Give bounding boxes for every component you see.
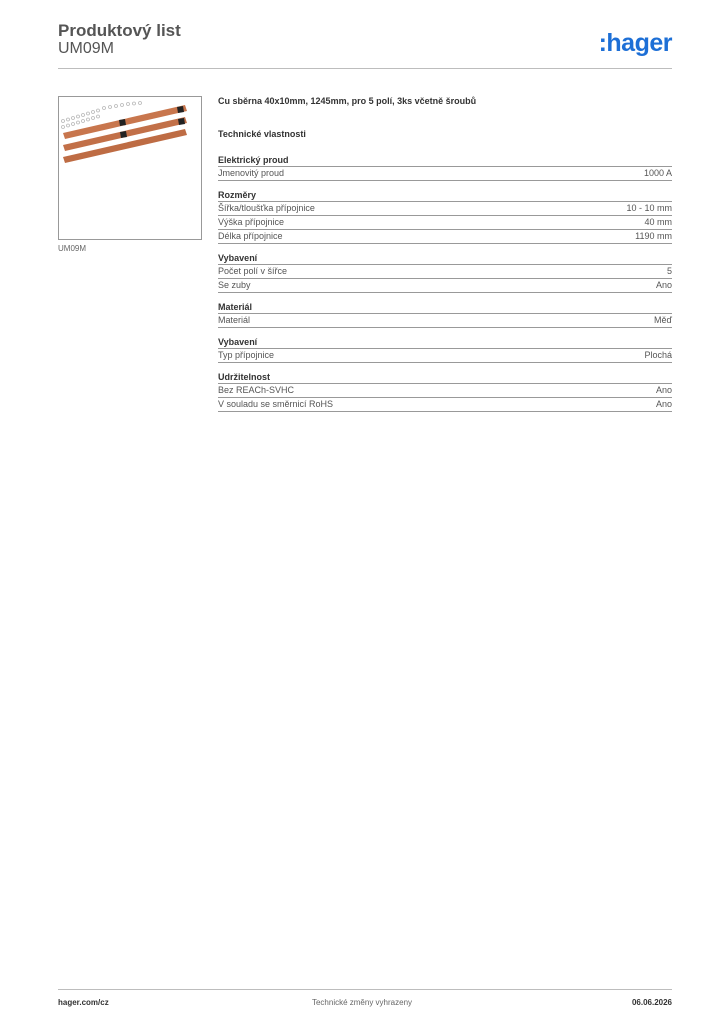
hager-logo: :hager: [598, 29, 672, 57]
spec-section: [218, 371, 672, 412]
technical-properties-heading: Technické vlastnosti: [218, 129, 306, 139]
footer-divider: [58, 989, 672, 990]
header-divider: [58, 68, 672, 69]
spec-value: 5: [666, 266, 672, 276]
spec-section: [218, 189, 672, 244]
spec-label: Materiál: [218, 315, 251, 325]
spec-value: Měď: [653, 315, 672, 325]
spec-row: [218, 202, 672, 216]
page-title: Produktový list: [58, 21, 181, 40]
section-title: Vybavení: [218, 336, 672, 349]
spec-row: [218, 314, 672, 328]
spec-label: Bez REACh-SVHC: [218, 385, 295, 395]
spec-value: 1000 A: [643, 168, 672, 178]
spec-row: [218, 230, 672, 244]
spec-value: Ano: [655, 385, 672, 395]
spec-row: [218, 279, 672, 293]
copper-busbar-image: [59, 97, 201, 239]
product-description: Cu sběrna 40x10mm, 1245mm, pro 5 polí, 3ks včetně šroubů: [218, 96, 477, 106]
spec-section: [218, 252, 672, 293]
section-title: Materiál: [218, 301, 672, 314]
spec-label: Počet polí v šířce: [218, 266, 288, 276]
spec-row: [218, 265, 672, 279]
footer-disclaimer: Technické změny vyhrazeny: [311, 998, 413, 1007]
spec-value: 1190 mm: [635, 231, 672, 241]
section-title: Rozměry: [218, 189, 672, 202]
logo-text: hager: [606, 29, 672, 57]
spec-value: Plochá: [644, 350, 672, 360]
spec-section: [218, 154, 672, 181]
spec-row: [218, 216, 672, 230]
spec-value: Ano: [655, 280, 672, 290]
spec-row: [218, 167, 672, 181]
spec-label: Délka přípojnice: [218, 231, 283, 241]
spec-value: 40 mm: [644, 217, 672, 227]
product-details: [218, 96, 672, 420]
section-title: Elektrický proud: [218, 154, 672, 167]
footer-website-link[interactable]: hager.com/cz: [58, 998, 109, 1007]
product-image: [58, 96, 202, 240]
spec-value: 10 - 10 mm: [626, 203, 672, 213]
spec-section: [218, 336, 672, 363]
footer-date: 06.06.2026: [631, 998, 672, 1007]
image-caption: UM09M: [58, 244, 87, 253]
section-title: Vybavení: [218, 252, 672, 265]
spec-value: Ano: [655, 399, 672, 409]
spec-section: [218, 301, 672, 328]
spec-row: [218, 398, 672, 412]
spec-label: Jmenovitý proud: [218, 168, 285, 178]
spec-label: Se zuby: [218, 280, 251, 290]
spec-label: Výška přípojnice: [218, 217, 285, 227]
spec-row: [218, 349, 672, 363]
spec-label: V souladu se směrnicí RoHS: [218, 399, 334, 409]
spec-label: Typ přípojnice: [218, 350, 275, 360]
spec-label: Šířka/tloušťka přípojnice: [218, 203, 315, 213]
section-title: Udržitelnost: [218, 371, 672, 384]
spec-row: [218, 384, 672, 398]
page-subtitle: UM09M: [58, 40, 115, 57]
